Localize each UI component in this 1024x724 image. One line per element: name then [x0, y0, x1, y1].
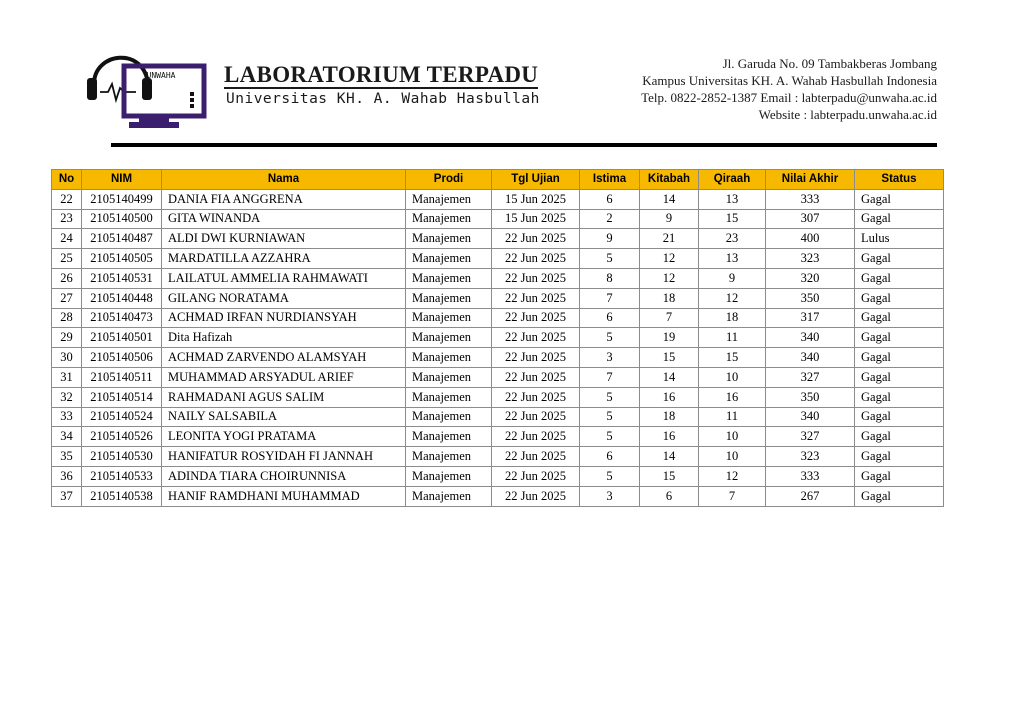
cell-tgl-ujian: 22 Jun 2025 [492, 387, 580, 407]
cell-istima: 6 [580, 308, 640, 328]
header-divider [111, 143, 937, 147]
cell-status: Gagal [855, 328, 944, 348]
cell-prodi: Manajemen [406, 387, 492, 407]
cell-tgl-ujian: 22 Jun 2025 [492, 466, 580, 486]
cell-nilai-akhir: 340 [766, 348, 855, 368]
cell-nilai-akhir: 350 [766, 387, 855, 407]
cell-nim: 2105140524 [82, 407, 162, 427]
cell-tgl-ujian: 22 Jun 2025 [492, 486, 580, 506]
cell-nim: 2105140526 [82, 427, 162, 447]
table-row [52, 387, 944, 407]
cell-status: Gagal [855, 209, 944, 229]
cell-kitabah: 15 [640, 348, 699, 368]
cell-istima: 5 [580, 407, 640, 427]
cell-nilai-akhir: 340 [766, 328, 855, 348]
cell-nim: 2105140505 [82, 249, 162, 269]
website-line: Website : labterpadu.unwaha.ac.id [758, 107, 937, 122]
cell-no: 32 [52, 387, 82, 407]
cell-tgl-ujian: 15 Jun 2025 [492, 189, 580, 209]
table-row [52, 308, 944, 328]
table-row [52, 407, 944, 427]
contact-block [641, 55, 937, 123]
table-row [52, 328, 944, 348]
cell-kitabah: 6 [640, 486, 699, 506]
lab-title: LABORATORIUM TERPADU [224, 62, 539, 87]
cell-no: 33 [52, 407, 82, 427]
table-row [52, 288, 944, 308]
cell-prodi: Manajemen [406, 189, 492, 209]
cell-nilai-akhir: 333 [766, 466, 855, 486]
cell-nama: ACHMAD IRFAN NURDIANSYAH [162, 308, 406, 328]
cell-istima: 3 [580, 486, 640, 506]
table-row [52, 189, 944, 209]
cell-no: 34 [52, 427, 82, 447]
cell-kitabah: 18 [640, 288, 699, 308]
cell-tgl-ujian: 22 Jun 2025 [492, 447, 580, 467]
column-header-qiraah: Qiraah [699, 170, 766, 190]
table-row [52, 447, 944, 467]
cell-status: Gagal [855, 387, 944, 407]
cell-prodi: Manajemen [406, 249, 492, 269]
cell-status: Lulus [855, 229, 944, 249]
table-row [52, 268, 944, 288]
cell-nama: MARDATILLA AZZAHRA [162, 249, 406, 269]
cell-istima: 9 [580, 229, 640, 249]
cell-nama: ALDI DWI KURNIAWAN [162, 229, 406, 249]
cell-nama: GITA WINANDA [162, 209, 406, 229]
cell-qiraah: 9 [699, 268, 766, 288]
cell-kitabah: 12 [640, 249, 699, 269]
table-row [52, 348, 944, 368]
cell-nim: 2105140538 [82, 486, 162, 506]
cell-qiraah: 15 [699, 209, 766, 229]
cell-no: 31 [52, 367, 82, 387]
cell-status: Gagal [855, 249, 944, 269]
cell-nama: LAILATUL AMMELIA RAHMAWATI [162, 268, 406, 288]
cell-nim: 2105140501 [82, 328, 162, 348]
cell-prodi: Manajemen [406, 268, 492, 288]
cell-nim: 2105140514 [82, 387, 162, 407]
cell-nim: 2105140473 [82, 308, 162, 328]
cell-status: Gagal [855, 348, 944, 368]
column-header-tgl-ujian: Tgl Ujian [492, 170, 580, 190]
logo-text: UNWAHA [146, 71, 176, 80]
cell-kitabah: 14 [640, 189, 699, 209]
cell-nama: ADINDA TIARA CHOIRUNNISA [162, 466, 406, 486]
cell-qiraah: 11 [699, 328, 766, 348]
address-line: Jl. Garuda No. 09 Tambakberas Jombang [722, 56, 937, 71]
cell-kitabah: 16 [640, 427, 699, 447]
column-header-status: Status [855, 170, 944, 190]
cell-no: 22 [52, 189, 82, 209]
cell-tgl-ujian: 22 Jun 2025 [492, 229, 580, 249]
university-name: Universitas KH. A. Wahab Hasbullah [226, 91, 540, 107]
cell-nama: NAILY SALSABILA [162, 407, 406, 427]
cell-nim: 2105140499 [82, 189, 162, 209]
column-header-nim: NIM [82, 170, 162, 190]
cell-nim: 2105140531 [82, 268, 162, 288]
phone-email-line: Telp. 0822-2852-1387 Email : labterpadu@unwaha.ac.id [641, 90, 937, 105]
cell-nim: 2105140530 [82, 447, 162, 467]
cell-istima: 5 [580, 328, 640, 348]
cell-kitabah: 14 [640, 367, 699, 387]
cell-tgl-ujian: 22 Jun 2025 [492, 348, 580, 368]
cell-no: 28 [52, 308, 82, 328]
cell-istima: 5 [580, 249, 640, 269]
cell-nilai-akhir: 320 [766, 268, 855, 288]
cell-no: 35 [52, 447, 82, 467]
column-header-nama: Nama [162, 170, 406, 190]
campus-line: Kampus Universitas KH. A. Wahab Hasbullah Indonesia [642, 73, 937, 88]
cell-prodi: Manajemen [406, 407, 492, 427]
cell-status: Gagal [855, 427, 944, 447]
column-header-istima: Istima [580, 170, 640, 190]
cell-prodi: Manajemen [406, 209, 492, 229]
cell-nilai-akhir: 317 [766, 308, 855, 328]
cell-status: Gagal [855, 407, 944, 427]
cell-qiraah: 10 [699, 427, 766, 447]
cell-nim: 2105140500 [82, 209, 162, 229]
cell-nim: 2105140511 [82, 367, 162, 387]
cell-nilai-akhir: 327 [766, 427, 855, 447]
column-header-kitabah: Kitabah [640, 170, 699, 190]
cell-kitabah: 19 [640, 328, 699, 348]
table-row [52, 249, 944, 269]
results-table [51, 169, 944, 507]
column-header-nilai-akhir: Nilai Akhir [766, 170, 855, 190]
cell-qiraah: 7 [699, 486, 766, 506]
cell-tgl-ujian: 22 Jun 2025 [492, 328, 580, 348]
cell-kitabah: 12 [640, 268, 699, 288]
cell-tgl-ujian: 22 Jun 2025 [492, 308, 580, 328]
cell-nama: MUHAMMAD ARSYADUL ARIEF [162, 367, 406, 387]
cell-nilai-akhir: 323 [766, 447, 855, 467]
cell-status: Gagal [855, 367, 944, 387]
cell-istima: 5 [580, 466, 640, 486]
cell-prodi: Manajemen [406, 288, 492, 308]
cell-nama: ACHMAD ZARVENDO ALAMSYAH [162, 348, 406, 368]
cell-prodi: Manajemen [406, 328, 492, 348]
cell-nama: RAHMADANI AGUS SALIM [162, 387, 406, 407]
cell-no: 29 [52, 328, 82, 348]
cell-tgl-ujian: 22 Jun 2025 [492, 288, 580, 308]
cell-qiraah: 13 [699, 189, 766, 209]
cell-istima: 6 [580, 189, 640, 209]
cell-istima: 5 [580, 427, 640, 447]
cell-nilai-akhir: 400 [766, 229, 855, 249]
table-row [52, 486, 944, 506]
cell-nilai-akhir: 350 [766, 288, 855, 308]
cell-qiraah: 18 [699, 308, 766, 328]
cell-nama: HANIF RAMDHANI MUHAMMAD [162, 486, 406, 506]
table-row [52, 427, 944, 447]
cell-nim: 2105140506 [82, 348, 162, 368]
table-row [52, 229, 944, 249]
cell-nama: HANIFATUR ROSYIDAH FI JANNAH [162, 447, 406, 467]
cell-istima: 5 [580, 387, 640, 407]
cell-status: Gagal [855, 447, 944, 467]
column-header-no: No [52, 170, 82, 190]
cell-nilai-akhir: 327 [766, 367, 855, 387]
cell-nim: 2105140448 [82, 288, 162, 308]
cell-prodi: Manajemen [406, 229, 492, 249]
cell-status: Gagal [855, 486, 944, 506]
cell-nim: 2105140533 [82, 466, 162, 486]
cell-tgl-ujian: 22 Jun 2025 [492, 367, 580, 387]
table-row [52, 367, 944, 387]
cell-istima: 7 [580, 367, 640, 387]
cell-kitabah: 16 [640, 387, 699, 407]
table-header-row [52, 170, 944, 190]
cell-status: Gagal [855, 308, 944, 328]
cell-prodi: Manajemen [406, 447, 492, 467]
cell-nama: GILANG NORATAMA [162, 288, 406, 308]
column-header-prodi: Prodi [406, 170, 492, 190]
cell-kitabah: 9 [640, 209, 699, 229]
cell-kitabah: 14 [640, 447, 699, 467]
cell-prodi: Manajemen [406, 466, 492, 486]
cell-no: 37 [52, 486, 82, 506]
cell-no: 23 [52, 209, 82, 229]
cell-qiraah: 23 [699, 229, 766, 249]
cell-prodi: Manajemen [406, 427, 492, 447]
cell-tgl-ujian: 22 Jun 2025 [492, 249, 580, 269]
cell-tgl-ujian: 22 Jun 2025 [492, 407, 580, 427]
cell-nama: DANIA FIA ANGGRENA [162, 189, 406, 209]
cell-nim: 2105140487 [82, 229, 162, 249]
cell-qiraah: 10 [699, 447, 766, 467]
cell-nilai-akhir: 267 [766, 486, 855, 506]
unwaha-logo [84, 40, 210, 134]
cell-qiraah: 12 [699, 288, 766, 308]
cell-kitabah: 18 [640, 407, 699, 427]
cell-no: 30 [52, 348, 82, 368]
cell-qiraah: 11 [699, 407, 766, 427]
cell-kitabah: 21 [640, 229, 699, 249]
cell-prodi: Manajemen [406, 348, 492, 368]
cell-tgl-ujian: 15 Jun 2025 [492, 209, 580, 229]
cell-kitabah: 7 [640, 308, 699, 328]
cell-status: Gagal [855, 288, 944, 308]
cell-istima: 8 [580, 268, 640, 288]
cell-no: 25 [52, 249, 82, 269]
cell-status: Gagal [855, 466, 944, 486]
cell-qiraah: 16 [699, 387, 766, 407]
cell-prodi: Manajemen [406, 367, 492, 387]
cell-nama: Dita Hafizah [162, 328, 406, 348]
cell-qiraah: 12 [699, 466, 766, 486]
cell-nilai-akhir: 307 [766, 209, 855, 229]
cell-istima: 2 [580, 209, 640, 229]
cell-kitabah: 15 [640, 466, 699, 486]
cell-istima: 3 [580, 348, 640, 368]
cell-qiraah: 10 [699, 367, 766, 387]
cell-istima: 7 [580, 288, 640, 308]
cell-status: Gagal [855, 189, 944, 209]
cell-istima: 6 [580, 447, 640, 467]
cell-no: 24 [52, 229, 82, 249]
cell-nilai-akhir: 333 [766, 189, 855, 209]
cell-tgl-ujian: 22 Jun 2025 [492, 268, 580, 288]
cell-no: 27 [52, 288, 82, 308]
cell-prodi: Manajemen [406, 486, 492, 506]
cell-nilai-akhir: 323 [766, 249, 855, 269]
cell-no: 36 [52, 466, 82, 486]
table-row [52, 209, 944, 229]
cell-nilai-akhir: 340 [766, 407, 855, 427]
cell-status: Gagal [855, 268, 944, 288]
cell-nama: LEONITA YOGI PRATAMA [162, 427, 406, 447]
cell-no: 26 [52, 268, 82, 288]
cell-qiraah: 15 [699, 348, 766, 368]
table-row [52, 466, 944, 486]
cell-tgl-ujian: 22 Jun 2025 [492, 427, 580, 447]
cell-qiraah: 13 [699, 249, 766, 269]
cell-prodi: Manajemen [406, 308, 492, 328]
